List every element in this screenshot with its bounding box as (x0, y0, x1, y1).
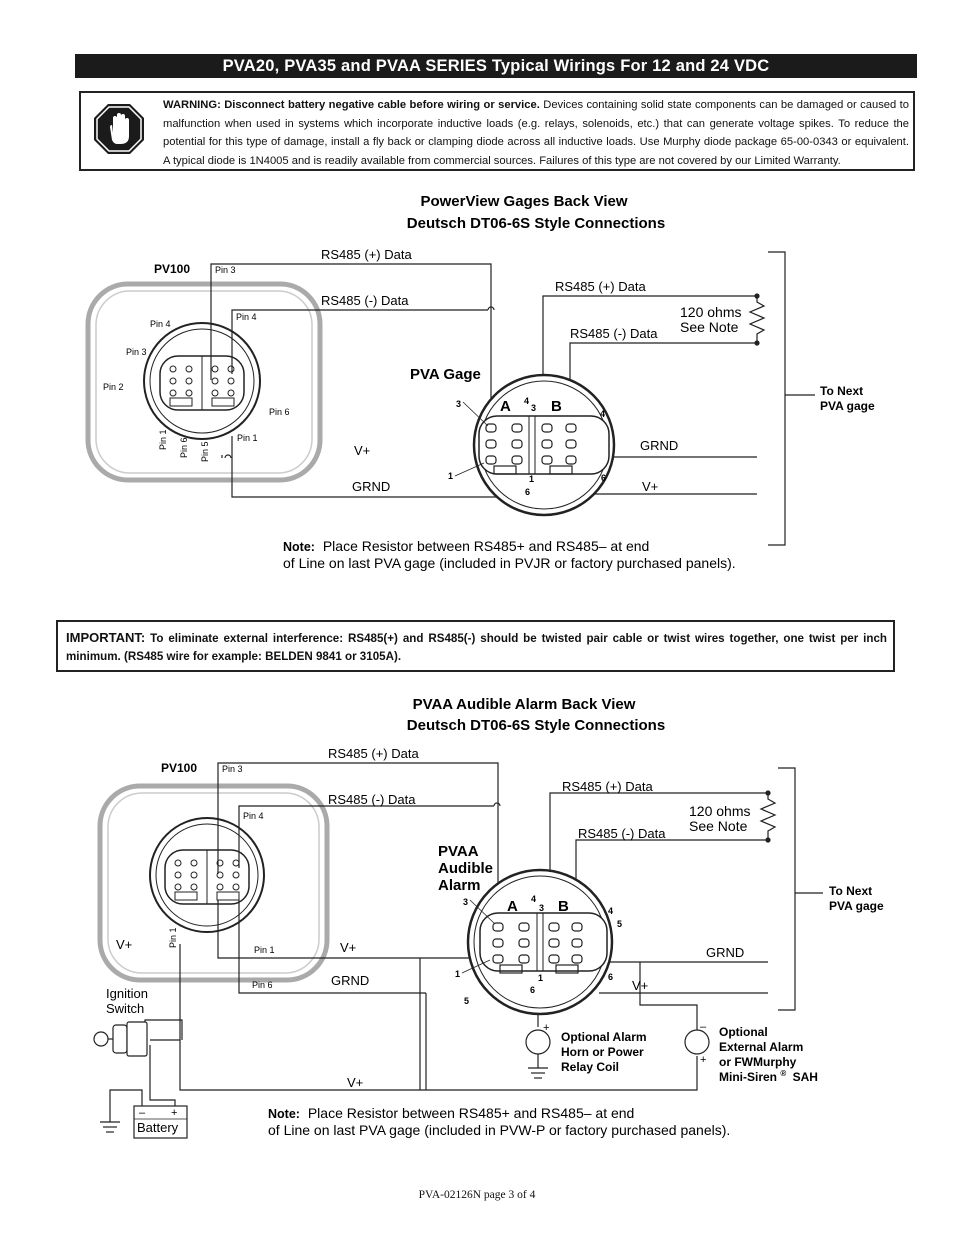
pin-num-3-a-2: 3 (463, 897, 469, 907)
pvaa-label-line2: Audible (438, 860, 493, 877)
warning-lead: WARNING: Disconnect battery negative cable before wiring or service. (163, 99, 540, 111)
pv100-pin4-label: Pin 4 (236, 312, 257, 322)
resistor-ohms-label: 120 ohms (680, 304, 742, 320)
to-next-label: To Next (820, 384, 864, 398)
resistor-see-note-label-2: See Note (689, 818, 748, 834)
connector-a-label-2: A (507, 898, 518, 915)
pin-num-6-b-2: 6 (608, 972, 614, 982)
pv100-gauge-back-2 (100, 786, 327, 980)
vplus-label-bottom-2: V+ (347, 1075, 364, 1090)
page-footer: PVA-02126N page 3 of 4 (418, 1189, 536, 1201)
pin-num-6-b: 6 (601, 473, 607, 483)
ignition-label-line2: Switch (106, 1001, 145, 1016)
grnd-label-left: GRND (352, 479, 391, 494)
connector-b-label: B (551, 398, 562, 415)
pva-gage-next-label-2: PVA gage (829, 899, 884, 913)
diagram2-note-line2: of Line on last PVA gage (included in PVW-P or factory purchased panels). (268, 1122, 731, 1138)
grnd-label-mid-2: GRND (331, 973, 370, 988)
vplus-label-mid-2: V+ (340, 940, 357, 955)
left-pin2-label: Pin 2 (103, 382, 124, 392)
pin-num-5-a-2: 5 (464, 996, 470, 1006)
resistor-see-note-label: See Note (680, 319, 739, 335)
pin-num-1-a: 1 (448, 471, 454, 481)
next-gage-bracket-2 (778, 768, 823, 1010)
pv100-pin6-label-2: Pin 6 (252, 980, 273, 990)
vertical-pin6-label: Pin 6 (179, 437, 189, 458)
resistor-ohms-label-2: 120 ohms (689, 803, 751, 819)
ext-alarm-label-line2: External Alarm (719, 1040, 804, 1054)
important-body: To eliminate external interference: RS485(+) and RS485(-) should be twisted pair cable or twist wires together, one twist per inch minimum. (RS485 wire for example: BELDEN 9841 or 3105A). (66, 632, 887, 663)
to-next-label-2: To Next (829, 884, 873, 898)
rs485-minus-label-right: RS485 (-) Data (570, 326, 658, 341)
rs485-minus-label-left-2: RS485 (-) Data (328, 792, 416, 807)
ext-alarm-label-line1: Optional (719, 1025, 768, 1039)
ignition-switch-icon (94, 1022, 147, 1056)
pin-num-3-a: 3 (456, 399, 462, 409)
pin-num-3-b-2: 3 (539, 903, 545, 913)
diagram1-note-line2: of Line on last PVA gage (included in PVJR or factory purchased panels). (283, 555, 736, 571)
vertical-pin1-label: Pin 1 (158, 429, 168, 450)
horn-label-line2: Horn or Power (561, 1045, 644, 1059)
warning-body: Devices containing solid state components can be damaged or caused to malfunction when used in systems which incorporate inductive loads (e.g. relays, solenoids, etc.) that can generate voltage spikes. To reduce the potential for this type of damage, install a fly back or clamping diode across all inductive loads. Use Murphy diode package 65-00-0343 or equivalent. A typical diode is 1N4005 and is readily available from commercial sources. Failures of this type are not covered by our Limited Warranty. (163, 99, 910, 167)
horn-label-line3: Relay Coil (561, 1060, 620, 1074)
rs485-plus-label-right: RS485 (+) Data (555, 279, 646, 294)
battery-label: Battery (137, 1120, 179, 1135)
pvaa-alarm-wiring-diagram (0, 685, 954, 1165)
vplus-label-right: V+ (642, 479, 659, 494)
pin-num-1-b: 1 (529, 474, 535, 484)
left-pin4-label: Pin 4 (150, 319, 171, 329)
rs485-plus-label-right-2: RS485 (+) Data (562, 779, 653, 794)
diagram1-note-lead: Note: (283, 540, 315, 554)
left-pin3-label: Pin 3 (126, 347, 147, 357)
pin-num-1-b-2: 1 (538, 973, 544, 983)
ignition-label-line1: Ignition (106, 986, 148, 1001)
horn-plus-label: + (543, 1022, 550, 1034)
diagram1-title-line2: Deutsch DT06-6S Style Connections (406, 215, 666, 232)
ext-alarm-plus-label: + (700, 1054, 707, 1066)
diagram1-note-line1 (283, 538, 649, 554)
battery-plus-label: + (171, 1107, 178, 1119)
pv100-pin3-label-2: Pin 3 (222, 764, 243, 774)
pvaa-label-line1: PVAA (438, 843, 479, 860)
ext-alarm-mini-siren: Mini-Siren (719, 1070, 778, 1084)
rs485-plus-label-left: RS485 (+) Data (321, 247, 412, 262)
important-lead: IMPORTANT: (66, 630, 146, 645)
stop-hand-icon (93, 103, 145, 155)
pin-num-4-b: 4 (600, 409, 606, 419)
pvaa-label-line3: Alarm (438, 877, 481, 894)
pin-num-3-b: 3 (531, 403, 537, 413)
pin-num-6-a: 6 (525, 487, 531, 497)
connector-b-label-2: B (558, 898, 569, 915)
ext-alarm-minus-label: – (700, 1021, 707, 1033)
pin-num-4-a-2: 4 (531, 894, 537, 904)
rs485-plus-label-left-2: RS485 (+) Data (328, 746, 419, 761)
grnd-label-right-2: GRND (706, 945, 745, 960)
ext-alarm-reg-mark: ® (780, 1069, 787, 1078)
diagram2-title-line1: PVAA Audible Alarm Back View (412, 696, 636, 713)
rs485-minus-label-right-2: RS485 (-) Data (578, 826, 666, 841)
right-pin6-label: Pin 6 (269, 407, 290, 417)
ext-alarm-sah: SAH (792, 1070, 818, 1084)
warning-text (163, 96, 909, 170)
pvaa-alarm-connector (468, 870, 612, 1014)
pva-gage-connector (474, 375, 614, 515)
pin-num-5-b-2: 5 (617, 919, 623, 929)
diagram2-note-line1 (268, 1105, 634, 1121)
pin-num-1-a-2: 1 (455, 969, 461, 979)
diagram2-note-lead: Note: (268, 1107, 300, 1121)
pin-num-4-b-2: 4 (608, 906, 614, 916)
pva-gage-next-label: PVA gage (820, 399, 875, 413)
rs485-minus-label-left: RS485 (-) Data (321, 293, 409, 308)
vplus-label-left: V+ (354, 443, 371, 458)
pv100-label-2: PV100 (161, 761, 198, 775)
pin-num-4-a: 4 (524, 396, 530, 406)
pv100-pin1-label: Pin 1 (237, 433, 258, 443)
pin-num-6-a-2: 6 (530, 985, 536, 995)
vplus-label-housing: V+ (116, 937, 133, 952)
pv100-label: PV100 (154, 262, 191, 276)
vertical-pin1-label-2: Pin 1 (168, 927, 178, 948)
pva-gage-label: PVA Gage (410, 366, 481, 383)
next-gage-bracket (768, 252, 815, 545)
powerview-wiring-diagram (0, 185, 954, 585)
diagram2-note-text1: Place Resistor between RS485+ and RS485– at end (307, 1105, 635, 1121)
ext-alarm-label-line3: or FWMurphy (719, 1055, 797, 1069)
vertical-pin5-label: Pin 5 (200, 441, 210, 462)
pv100-pin3-label: Pin 3 (215, 265, 236, 275)
connector-a-label: A (500, 398, 511, 415)
important-text (66, 629, 887, 666)
vplus-label-right-2: V+ (632, 978, 649, 993)
warning-box (79, 91, 915, 171)
grnd-label-right: GRND (640, 438, 679, 453)
important-box (56, 620, 895, 672)
diagram1-note-text1: Place Resistor between RS485+ and RS485– at end (322, 538, 650, 554)
pv100-pin4-label-2: Pin 4 (243, 811, 264, 821)
diagram2-title-line2: Deutsch DT06-6S Style Connections (406, 717, 666, 734)
horn-label-line1: Optional Alarm (561, 1030, 647, 1044)
page-banner: PVA20, PVA35 and PVAA SERIES Typical Wirings For 12 and 24 VDC (75, 54, 917, 78)
pv100-pin1-label-2: Pin 1 (254, 945, 275, 955)
battery-minus-label: – (139, 1107, 146, 1119)
diagram1-title-line1: PowerView Gages Back View (420, 193, 628, 210)
